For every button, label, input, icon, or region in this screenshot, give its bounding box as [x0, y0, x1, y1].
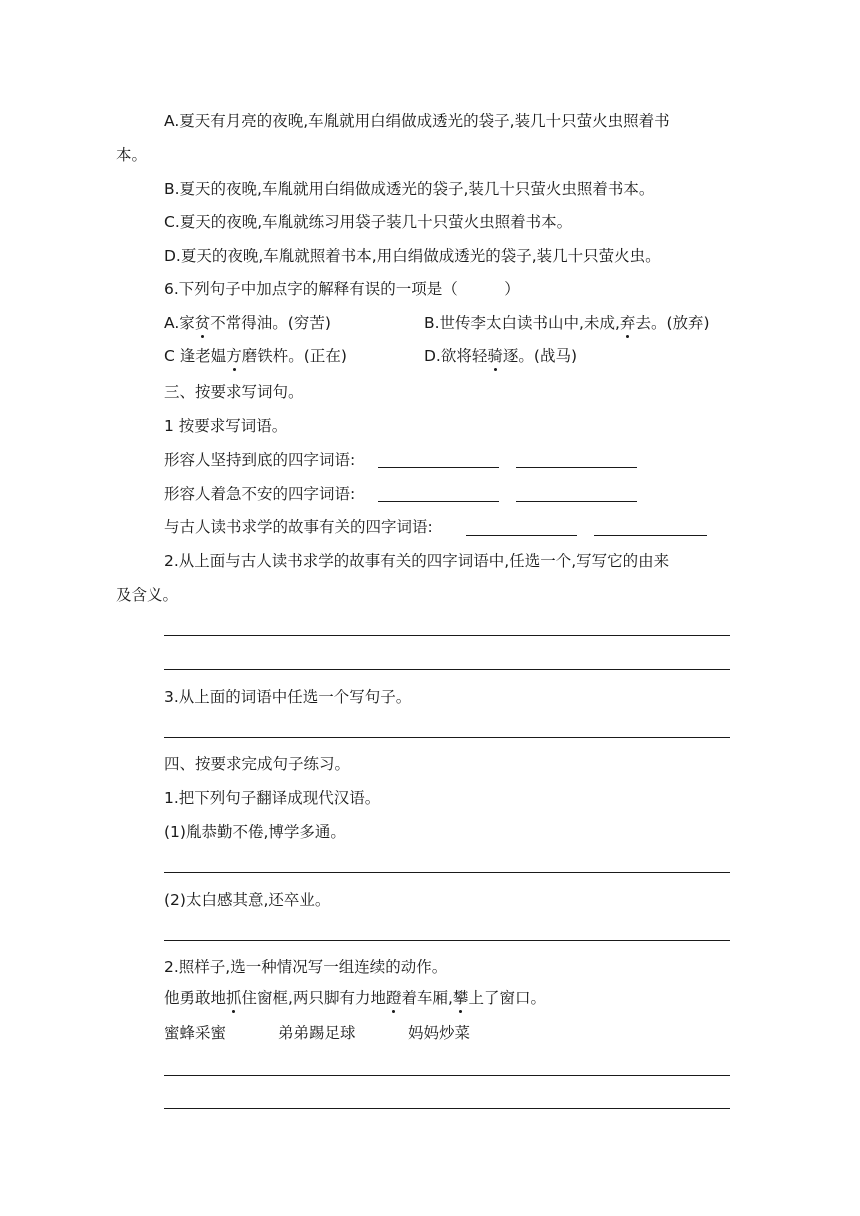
section-3-q2-line2: 及含义。: [116, 586, 179, 604]
example-dotted-char-1: 抓: [226, 989, 242, 1007]
q6-stem: 6.下列句子中加点字的解释有误的一项是（ ）: [164, 280, 520, 298]
example-part-2: 住窗框,两只脚有力地: [241, 989, 386, 1007]
section-3-q2-line1: 2.从上面与古人读书求学的故事有关的四字词语中,任选一个,写写它的由来: [164, 552, 670, 570]
answer-line-q2-2[interactable]: [164, 669, 730, 670]
example-part-4: 上了窗口。: [468, 989, 546, 1007]
q6-b-pre: B.世传李太白读书山中,未成,: [424, 314, 620, 332]
q6-a-dotted-char: 贫: [194, 314, 211, 332]
example-dotted-char-3: 攀: [452, 989, 469, 1007]
q6-b-post: 去。(放弃): [635, 314, 710, 332]
q6-d-pre: D.欲将轻: [424, 347, 488, 365]
section-4-q1: 1.把下列句子翻译成现代汉语。: [164, 789, 381, 807]
section-4-title: 四、按要求完成句子练习。: [164, 755, 351, 773]
q5-option-a-line1: A.夏天有月亮的夜晚,车胤就用白绢做成透光的袋子,装几十只萤火虫照着书: [164, 112, 670, 130]
answer-blank-persistence-2[interactable]: [516, 467, 637, 468]
section-3-q1-anxious-prompt: 形容人着急不安的四字词语:: [164, 485, 356, 503]
q6-d-post: 逐。(战马): [502, 347, 577, 365]
section-3-title: 三、按要求写词句。: [164, 383, 304, 401]
answer-blank-anxious-1[interactable]: [378, 501, 499, 502]
q6-b-dotted-char: 弃: [619, 314, 636, 332]
section-3-q1: 1 按要求写词语。: [164, 417, 288, 435]
q6-c-post: 磨铁杵。(正在): [241, 347, 347, 365]
situation-option-bee: 蜜蜂采蜜: [164, 1024, 227, 1042]
answer-blank-study-story-1[interactable]: [466, 535, 577, 536]
section-4-q2: 2.照样子,选一种情况写一组连续的动作。: [164, 958, 448, 976]
q6-a-pre: A.家: [164, 314, 195, 332]
q5-option-c: C.夏天的夜晚,车胤就练习用袋子装几十只萤火虫照着书本。: [164, 213, 573, 231]
q6-a-post: 不常得油。(穷苦): [210, 314, 331, 332]
section-3-q1-persistence-prompt: 形容人坚持到底的四字词语:: [164, 451, 356, 469]
q5-option-b: B.夏天的夜晚,车胤就用白绢做成透光的袋子,装几十只萤火虫照着书本。: [164, 180, 655, 198]
q5-option-a-line2: 本。: [116, 146, 148, 164]
q6-option-d: [424, 345, 577, 367]
situation-option-football: 弟弟踢足球: [278, 1024, 356, 1042]
answer-line-translation-2[interactable]: [164, 940, 730, 941]
section-4-q1-sentence-2: (2)太白感其意,还卒业。: [164, 891, 331, 909]
q6-d-dotted-char: 骑: [487, 347, 503, 365]
answer-blank-persistence-1[interactable]: [378, 467, 499, 468]
section-3-q1-study-story-prompt: 与古人读书求学的故事有关的四字词语:: [164, 518, 433, 536]
answer-line-action-1[interactable]: [164, 1075, 730, 1076]
q6-option-b: [424, 312, 710, 334]
example-part-3: 着车厢,: [401, 989, 453, 1007]
example-dotted-char-2: 蹬: [385, 989, 402, 1007]
section-4-q2-example: [164, 987, 546, 1009]
q6-option-a: [164, 312, 331, 334]
answer-blank-study-story-2[interactable]: [594, 535, 707, 536]
situation-option-cooking: 妈妈炒菜: [408, 1024, 471, 1042]
q5-option-d: D.夏天的夜晚,车胤就照着书本,用白绢做成透光的袋子,装几十只萤火虫。: [164, 247, 661, 265]
answer-line-q2-1[interactable]: [164, 635, 730, 636]
q6-c-pre: C 逢老媪: [164, 347, 227, 365]
section-4-q1-sentence-1: (1)胤恭勤不倦,博学多通。: [164, 823, 346, 841]
q6-option-c: [164, 345, 347, 367]
answer-line-action-2[interactable]: [164, 1108, 730, 1109]
section-3-q3: 3.从上面的词语中任选一个写句子。: [164, 688, 412, 706]
answer-line-translation-1[interactable]: [164, 872, 730, 873]
answer-blank-anxious-2[interactable]: [516, 501, 637, 502]
q6-c-dotted-char: 方: [226, 347, 242, 365]
example-part-1: 他勇敢地: [164, 989, 227, 1007]
answer-line-q3[interactable]: [164, 737, 730, 738]
